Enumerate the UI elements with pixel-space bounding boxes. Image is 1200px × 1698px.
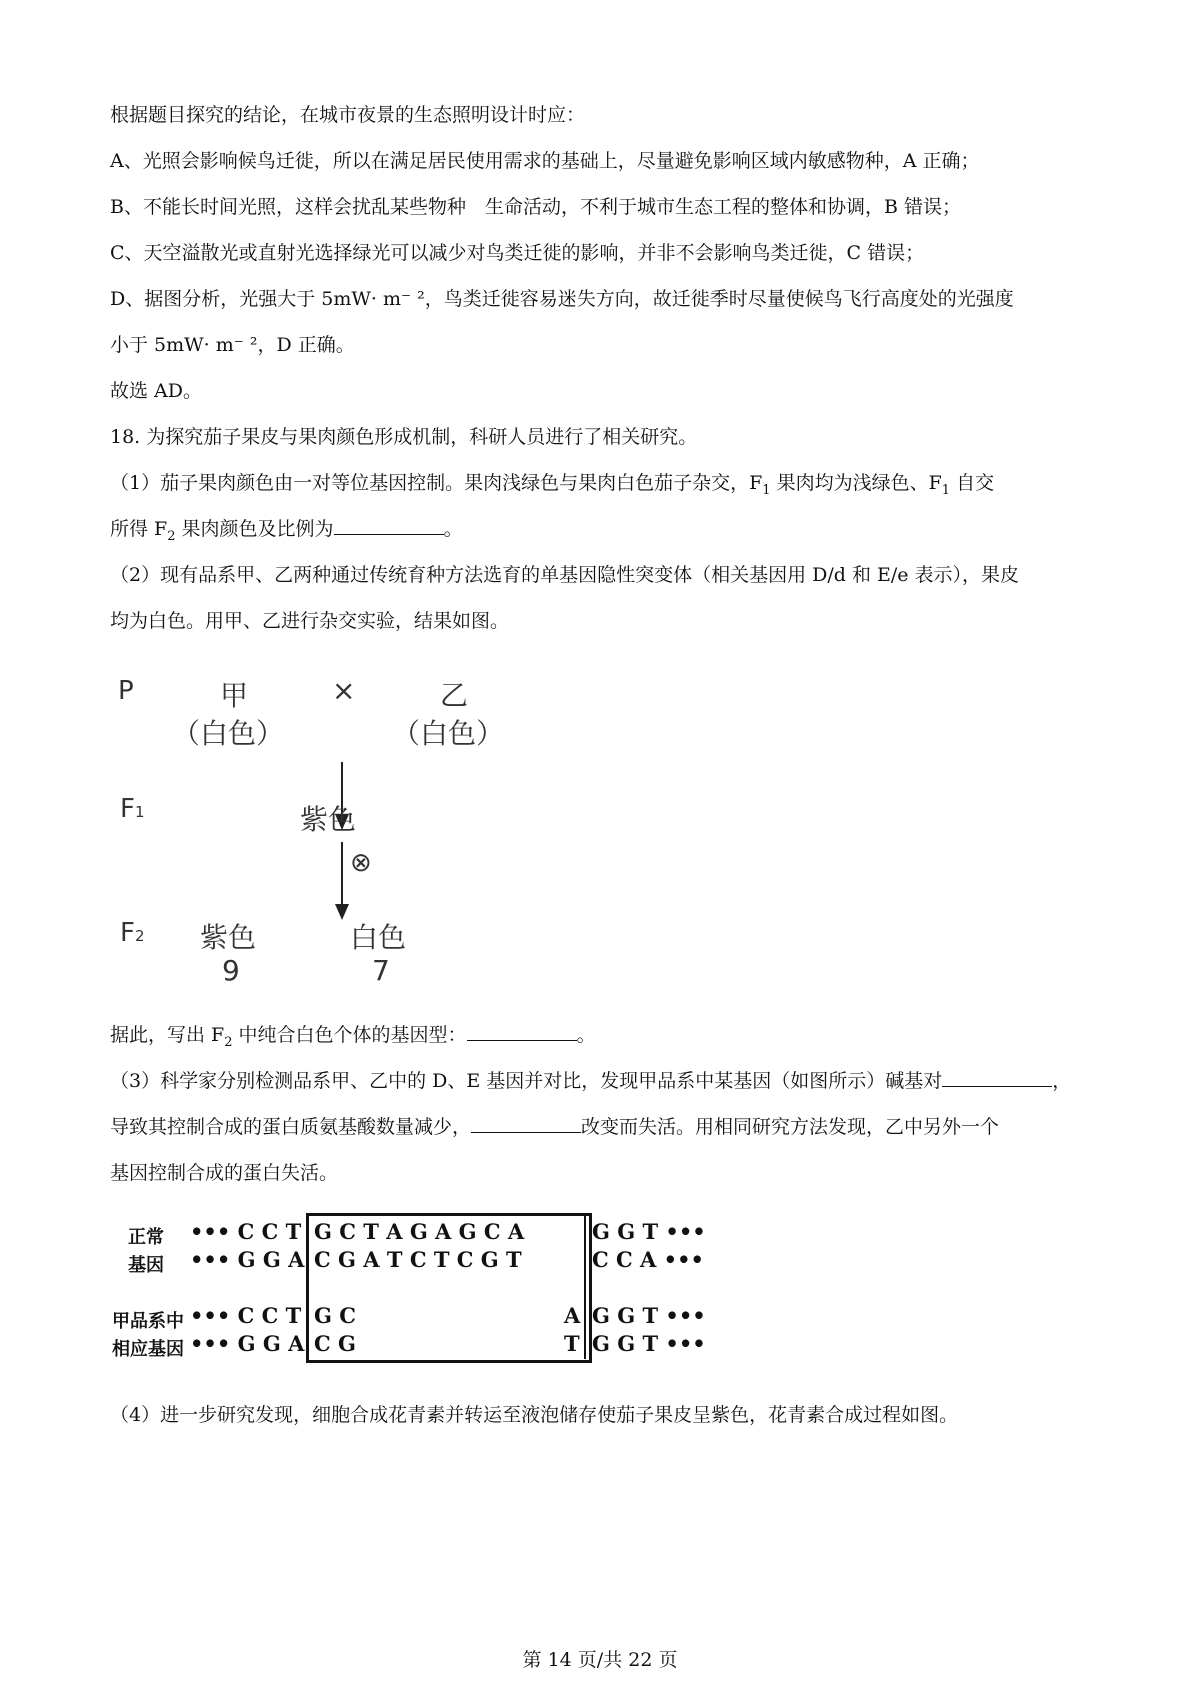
text-line: C、天空溢散光或直射光选择绿光可以减少对鸟类迁徙的影响，并非不会影响鸟类迁徙，C 错误；: [110, 242, 925, 264]
text-segment: 导致其控制合成的蛋白质氨基酸数量减少，: [110, 1116, 472, 1138]
question-18-title: 18. 为探究茄子果皮与果肉颜色形成机制，科研人员进行了相关研究。: [110, 426, 698, 448]
generation-letter: F: [120, 794, 135, 824]
text-segment: （3）科学家分别检测品系甲、乙中的 D、E 基因并对比，发现甲品系中某基因（如图所示）碱基对: [110, 1070, 943, 1092]
f1-generation-label: [120, 794, 145, 824]
generation-subscript: 1: [941, 482, 951, 498]
text-line: A、光照会影响候鸟迁徙，所以在满足居民使用需求的基础上，尽量避免影响区域内敏感物种，A 正确；: [110, 150, 980, 172]
normal-strand-1-box: G C T A G A G C A: [314, 1219, 525, 1244]
parent1-label: 甲: [220, 679, 249, 712]
question-18-part2: （2）现有品系甲、乙两种通过传统育种方法选育的单基因隐性突变体（相关基因用 D/d 和 E/e 表示），果皮: [110, 564, 1020, 586]
text-segment: 。: [443, 518, 463, 540]
generation-label: F: [928, 472, 942, 494]
text-segment: ，: [1052, 1070, 1072, 1092]
mutant-strand-1-box-right: A: [564, 1303, 581, 1328]
text-segment: 果肉均为浅绿色、: [770, 472, 929, 494]
question-18-part3-cont2: 基因控制合成的蛋白失活。: [110, 1162, 339, 1184]
text-line: B、不能长时间光照，这样会扰乱某些物种 生命活动，不利于城市生态工程的整体和协调，B 错误；: [110, 196, 961, 218]
normal-strand-2-right: C C A •••: [592, 1247, 704, 1272]
text-segment: 自交: [950, 472, 995, 494]
mutant-strand-2-box-left: C G: [314, 1331, 356, 1356]
text-line: 小于 5mW· m⁻ ²，D 正确。: [110, 334, 355, 356]
answer-blank[interactable]: [467, 1022, 577, 1041]
cross-symbol: ×: [332, 674, 356, 707]
text-segment: （1）茄子果肉颜色由一对等位基因控制。果肉浅绿色与果肉白色茄子杂交，: [110, 472, 750, 494]
text-line: D、据图分析，光强大于 5mW· m⁻ ²，鸟类迁徙容易迷失方向，故迁徙季时尽量使候鸟飞行高度处的光强度: [110, 288, 1014, 310]
f2-purple-label: 紫色: [200, 921, 257, 954]
text-segment: 改变而失活。用相同研究方法发现，乙中另外一个: [581, 1116, 1000, 1138]
answer-blank[interactable]: [471, 1114, 581, 1133]
mutant-gene-label-2: 相应基因: [112, 1339, 184, 1360]
text-segment: 果肉颜色及比例为: [175, 518, 334, 540]
divider: [307, 1213, 309, 1359]
question-18-part3: [110, 1058, 1100, 1104]
selfing-symbol-icon: ⊗: [350, 848, 372, 878]
normal-strand-2-left: ••• G G A: [190, 1247, 305, 1272]
question-18-part2-cont: 均为白色。用甲、乙进行杂交实验，结果如图。: [110, 610, 510, 632]
dna-sequence-figure: [110, 1205, 706, 1365]
question-18-part3-cont: [110, 1104, 1100, 1150]
f2-white-label: 白色: [350, 921, 407, 954]
divider: [584, 1213, 586, 1359]
generation-letter: F: [120, 918, 135, 948]
text-segment: 中纯合白色个体的基因型：: [232, 1024, 467, 1046]
answer-blank[interactable]: [334, 516, 444, 535]
normal-strand-1-right: G G T •••: [592, 1219, 706, 1244]
generation-subscript: 2: [167, 528, 176, 544]
generation-subscript: 2: [224, 1034, 233, 1050]
parent2-color: （白色）: [392, 717, 505, 750]
question-18-part4: （4）进一步研究发现，细胞合成花青素并转运至液泡储存使茄子果皮呈紫色，花青素合成过程如图。: [110, 1404, 959, 1426]
generation-label: F: [749, 472, 763, 494]
normal-gene-label-2: 基因: [128, 1255, 164, 1276]
mutant-strand-1-left: ••• C C T: [190, 1303, 302, 1328]
parent2-label: 乙: [440, 679, 469, 712]
f2-generation-label: [120, 918, 145, 948]
answer-blank[interactable]: [942, 1068, 1052, 1087]
generation-label: F: [211, 1024, 225, 1046]
parent-generation-label: P: [118, 676, 134, 706]
generation-subscript: 1: [762, 482, 771, 498]
mutant-strand-2-right: G G T •••: [592, 1331, 706, 1356]
normal-strand-2-box: C G A T C T C G T: [314, 1247, 522, 1272]
generation-subscript: 2: [134, 927, 145, 945]
mutant-gene-label-1: 甲品系中: [112, 1311, 184, 1332]
generation-subscript: 1: [134, 803, 145, 821]
normal-gene-label-1: 正常: [128, 1227, 164, 1248]
f2-purple-count: 9: [222, 954, 240, 987]
text-segment: 。: [576, 1024, 596, 1046]
text-line: 故选 AD。: [110, 380, 202, 402]
parent1-color: （白色）: [172, 717, 285, 750]
f1-color: 紫色: [300, 803, 357, 836]
cross-diagram: [110, 670, 610, 1000]
normal-strand-1-left: ••• C C T: [190, 1219, 302, 1244]
text-line: 根据题目探究的结论，在城市夜景的生态照明设计时应：: [110, 104, 586, 126]
mutant-strand-2-left: ••• G G A: [190, 1331, 305, 1356]
f2-white-count: 7: [372, 954, 390, 987]
mutant-strand-1-right: G G T •••: [592, 1303, 706, 1328]
page-footer: 第 14 页/共 22 页: [522, 1649, 678, 1671]
mutant-strand-2-box-right: T: [564, 1331, 580, 1356]
text-segment: 据此，写出: [110, 1024, 212, 1046]
text-segment: 所得: [110, 518, 155, 540]
mutant-strand-1-box-left: G C: [314, 1303, 356, 1328]
generation-label: F: [154, 518, 168, 540]
